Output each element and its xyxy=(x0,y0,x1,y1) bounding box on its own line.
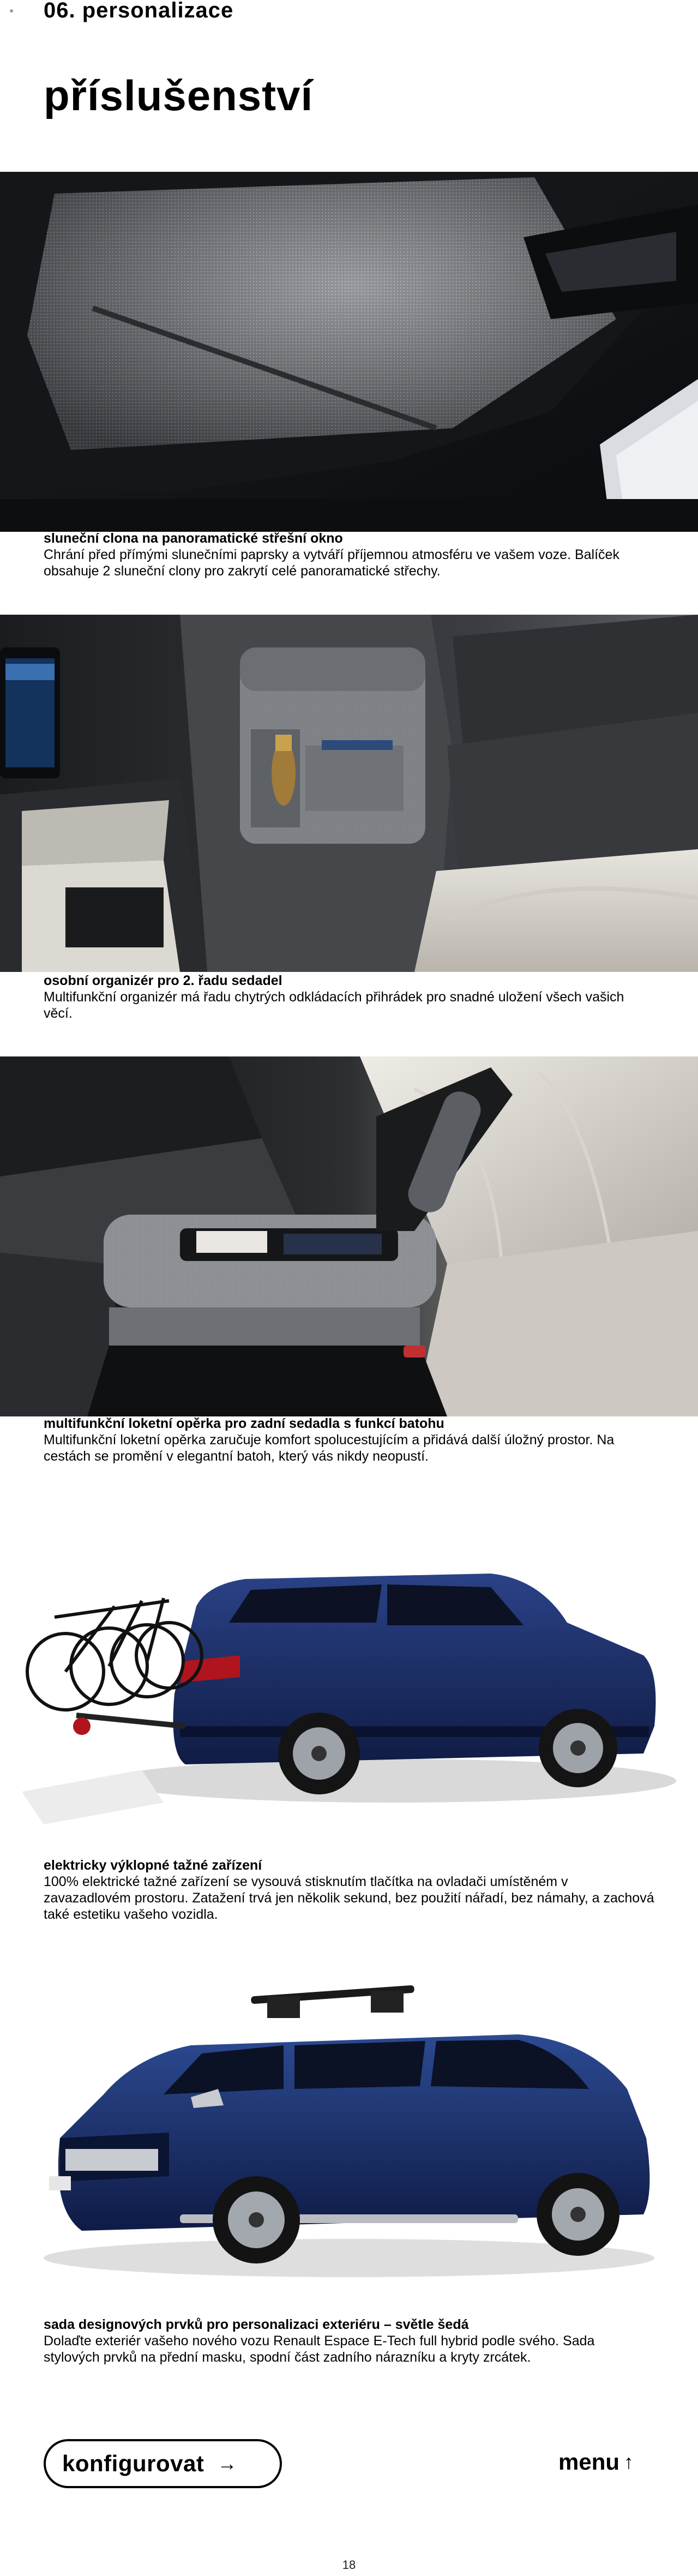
page-number: 18 xyxy=(342,2558,356,2572)
caption-title: multifunkční loketní opěrka pro zadní sedadla s funkcí batohu xyxy=(44,1416,444,1431)
arrow-right-icon: → xyxy=(217,2452,237,2475)
photo-armrest xyxy=(0,1056,698,1416)
caption-title: sada designových prvků pro personalizaci exteriéru – světle šedá xyxy=(44,2317,469,2332)
caption-text: Dolaďte exteriér vašeho nového vozu Renault Espace E-Tech full hybrid podle svého. Sada stylových prvků na přední masku, spodní část zadního nárazníku a kryty zrcátek. xyxy=(44,2333,595,2365)
caption-title: sluneční clona na panoramatické střešní okno xyxy=(44,531,343,546)
caption-sunshade xyxy=(44,530,654,579)
arrow-up-icon: ↑ xyxy=(624,2451,634,2473)
caption-design-kit xyxy=(44,2316,654,2365)
bullet-dot-icon xyxy=(10,9,13,13)
caption-text: Multifunkční loketní opěrka zaručuje komfort spolucestujícím a přidává další úložný prostor. Na cestách se promění v elegantní batoh, který vás nikdy neopustí. xyxy=(44,1432,615,1464)
caption-title: osobní organizér pro 2. řadu sedadel xyxy=(44,973,282,988)
caption-text: Chrání před přímými slunečními paprsky a vytváří příjemnou atmosféru ve vašem voze. Balíček obsahuje 2 sluneční clony pro zakrytí celé panoramatické střechy. xyxy=(44,547,619,579)
caption-organizer xyxy=(44,972,654,1022)
menu-label: menu xyxy=(558,2449,620,2475)
configure-label: konfigurovat xyxy=(62,2451,204,2476)
section-label: 06. personalizace xyxy=(44,0,234,22)
photo-towbar xyxy=(0,1497,698,1852)
section-header xyxy=(0,0,698,22)
photo-design-kit xyxy=(0,1974,698,2313)
caption-text: 100% elektrické tažné zařízení se vysouvá stisknutím tlačítka na ovladači umístěném v zavazadlovém prostoru. Zatažení trvá jen několik sekund, bez použití nářadí, bez námahy, a zachová také estetiku vašeho vozidla. xyxy=(44,1874,654,1922)
caption-text: Multifunkční organizér má řadu chytrých odkládacích přihrádek pro snadné uložení všech vašich věcí. xyxy=(44,989,624,1021)
configure-button[interactable] xyxy=(44,2439,282,2488)
caption-towbar xyxy=(44,1857,654,1923)
caption-title: elektricky výklopné tažné zařízení xyxy=(44,1858,262,1873)
caption-armrest xyxy=(44,1415,654,1464)
menu-link[interactable] xyxy=(558,2449,634,2475)
page-title: příslušenství xyxy=(44,71,314,119)
photo-organizer xyxy=(0,615,698,972)
photo-sunshade xyxy=(0,172,698,532)
